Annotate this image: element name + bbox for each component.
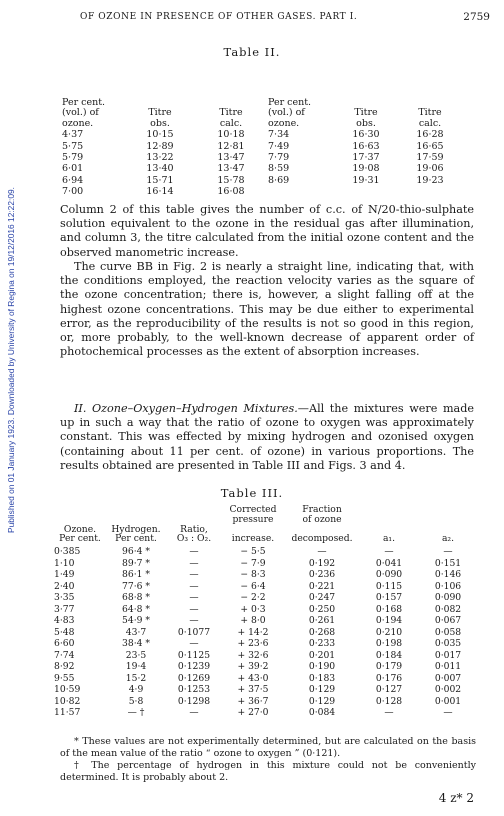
table-cell: — xyxy=(384,546,394,558)
table-cell: 1·10 xyxy=(54,557,75,569)
header-cell: calc. xyxy=(418,117,442,129)
table-cell: 16·65 xyxy=(416,140,444,152)
table-cell: 4·83 xyxy=(54,615,75,627)
table-cell: + 0·3 xyxy=(240,603,266,615)
table-cell: — xyxy=(189,615,199,627)
table-row xyxy=(62,141,462,152)
header-cell xyxy=(166,505,222,515)
table-cell: 0·007 xyxy=(434,672,462,684)
paragraph-2: The curve BB in Fig. 2 is nearly a straight line, indicating that, with the conditions employed, the reaction velocity varies as the square of the ozone concentration; there is, however, a slight falling off at the highest ozone concentrations. This may be due either to experimental error, as the reproducibility of the results is not so good in this region, or, more probably, to the well-known decrease of apparent order of photochemical processes as the extent of absorption increases. xyxy=(60,260,474,359)
table-cell: 13·22 xyxy=(146,152,174,164)
table-cell: 13·47 xyxy=(217,152,245,164)
page-number: 2759 xyxy=(463,11,490,23)
header-cell: Ozone. xyxy=(63,523,97,535)
section-heading: II. Ozone–Oxygen–Hydrogen Mixtures. xyxy=(74,402,298,415)
table-cell: 0·151 xyxy=(434,557,462,569)
table-cell: 0·002 xyxy=(434,684,462,696)
table-cell: 9·55 xyxy=(54,672,75,684)
table-cell: − 8·3 xyxy=(240,569,266,581)
table-cell: 0·067 xyxy=(434,615,462,627)
table-cell: 0·084 xyxy=(308,707,336,719)
header-cell: Per cent. xyxy=(62,97,106,108)
table-cell: 15·2 xyxy=(125,672,147,684)
table-row xyxy=(54,558,478,570)
header-cell: ozone. xyxy=(62,117,94,129)
table-cell: 77·6 * xyxy=(122,580,150,592)
table-cell: — xyxy=(189,546,199,558)
table-cell: 0·001 xyxy=(434,695,462,707)
table-cell: 10·18 xyxy=(217,129,245,141)
table-cell: + 14·2 xyxy=(237,626,269,638)
table-cell: — xyxy=(189,569,199,581)
header-cell: a₂. xyxy=(441,533,455,545)
table-cell: — xyxy=(189,592,199,604)
header-cell: pressure xyxy=(232,513,274,525)
running-head xyxy=(80,12,490,26)
table-cell: 13·40 xyxy=(146,163,174,175)
table-cell: 0·168 xyxy=(375,603,403,615)
table-cell: 0·1269 xyxy=(177,672,211,684)
table-cell: + 43·0 xyxy=(237,672,269,684)
table-cell: 0·041 xyxy=(375,557,403,569)
table-cell: 15·71 xyxy=(146,174,174,186)
table-cell: — xyxy=(189,557,199,569)
header-cell xyxy=(418,505,478,515)
table-cell: 6·94 xyxy=(62,174,84,186)
table-cell: 0·1253 xyxy=(177,684,211,696)
header-cell: Per cent. xyxy=(59,533,101,545)
header-cell xyxy=(106,505,166,515)
table-cell: 0·194 xyxy=(375,615,403,627)
header-cell xyxy=(54,505,106,515)
table-cell: — xyxy=(384,707,394,719)
header-row xyxy=(62,108,462,118)
table-cell: 19·08 xyxy=(352,163,380,175)
header-cell: of ozone xyxy=(302,513,342,525)
table-row xyxy=(54,604,478,616)
table-row xyxy=(62,129,462,140)
header-cell: decomposed. xyxy=(291,533,353,545)
table2-title: Table II. xyxy=(223,45,281,59)
table-cell: 0·115 xyxy=(375,580,403,592)
table-cell: 89·7 * xyxy=(122,557,150,569)
header-cell: Hydrogen. xyxy=(111,523,161,535)
header-row xyxy=(62,98,462,108)
table-cell: 0·058 xyxy=(434,626,462,638)
table-cell: 68·8 * xyxy=(122,592,150,604)
table-cell: 8·92 xyxy=(54,661,75,673)
header-cell: Fraction xyxy=(302,504,342,515)
footnote-1: * These values are not experimentally determined, but are calculated on the basis of the mean value of the ratio “ ozone to oxygen ” (0·121). xyxy=(60,736,476,759)
table-cell: 7·00 xyxy=(62,186,84,198)
table-cell: 43·7 xyxy=(125,626,147,638)
table-row xyxy=(54,696,478,708)
table-cell: + 37·5 xyxy=(237,684,269,696)
header-cell: Per cent. xyxy=(268,97,312,108)
header-cell: Titre xyxy=(148,107,172,119)
table-cell: 0·192 xyxy=(308,557,336,569)
signature-mark: 4 z* 2 xyxy=(438,791,474,805)
header-row xyxy=(62,119,462,129)
table-cell: + 36·7 xyxy=(237,695,269,707)
table-row xyxy=(62,163,462,174)
table-cell: 0·090 xyxy=(434,592,462,604)
table-cell: 0·198 xyxy=(375,638,403,650)
table-cell: + 8·0 xyxy=(240,615,266,627)
table-cell: 17·37 xyxy=(352,152,380,164)
table-cell: 7·74 xyxy=(54,649,75,661)
table-cell: 1·49 xyxy=(54,569,75,581)
table-cell: — xyxy=(189,707,199,719)
table-cell: 7·49 xyxy=(268,140,290,152)
download-notice: Published on 01 January 1923. Downloaded by University of Regina on 19/12/2016 12:22:09. xyxy=(6,187,16,533)
table-cell: 0·385 xyxy=(54,546,81,558)
table-cell: − 2·2 xyxy=(240,592,266,604)
table-cell: 0·201 xyxy=(308,649,336,661)
table-cell: 19·4 xyxy=(125,661,147,673)
table-cell: 10·82 xyxy=(54,695,81,707)
table3 xyxy=(54,505,478,719)
table-cell: 0·190 xyxy=(308,661,336,673)
header-row xyxy=(54,534,478,546)
table-cell: 11·57 xyxy=(54,707,81,719)
table-cell: 10·15 xyxy=(146,129,174,141)
table-cell: 0·1298 xyxy=(177,695,211,707)
table-cell: 10·59 xyxy=(54,684,81,696)
table-cell xyxy=(398,186,462,197)
header-cell: (vol.) of xyxy=(62,107,99,119)
header-cell xyxy=(360,515,418,525)
paragraph-3: II. Ozone–Oxygen–Hydrogen Mixtures.—All the mixtures were made up in such a way that the ratio of ozone to oxygen was approximately constant. This was effected by mixing hydrogen and ozonised oxygen (containing about 11 per cent. of ozone) in various proportions. The results obtained are presented in Table III and Figs. 3 and 4. xyxy=(60,402,475,472)
table-row xyxy=(62,186,462,197)
table-cell: 0·221 xyxy=(308,580,336,592)
footnote-2: † The percentage of hydrogen in this mixture could not be conveniently determined. It is probably about 2. xyxy=(60,760,476,783)
table-cell: 86·1 * xyxy=(122,569,150,581)
table-cell: 5·79 xyxy=(62,152,84,164)
table-cell: 15·78 xyxy=(217,174,245,186)
table-row xyxy=(54,581,478,593)
header-cell: Titre xyxy=(418,107,442,119)
table-row xyxy=(54,661,478,673)
table-cell: 0·1077 xyxy=(177,626,211,638)
table-cell: 7·79 xyxy=(268,152,290,164)
table-cell: 3·77 xyxy=(54,603,75,615)
header-cell: Titre xyxy=(354,107,378,119)
table-cell: + 32·6 xyxy=(237,649,269,661)
table-cell: 6·60 xyxy=(54,638,75,650)
table-cell: 0·129 xyxy=(308,695,336,707)
table-cell: 6·01 xyxy=(62,163,84,175)
table-cell: 0·183 xyxy=(308,672,336,684)
table-cell: 54·9 * xyxy=(122,615,150,627)
table-row xyxy=(54,627,478,639)
table-cell: 0·233 xyxy=(308,638,336,650)
table-cell: 0·247 xyxy=(308,592,336,604)
table-cell: 0·210 xyxy=(375,626,403,638)
table-cell: 0·011 xyxy=(434,661,462,673)
header-cell: Per cent. xyxy=(115,533,157,545)
table-row xyxy=(54,546,478,558)
paragraph-1: Column 2 of this table gives the number of c.c. of N/20-thio-sulphate solution equivalent to the ozone in the residual gas after illumination, and column 3, the titre calculated from the initial ozone content and the observed manometric increase. xyxy=(60,203,474,259)
header-cell: a₁. xyxy=(382,533,396,545)
header-cell: Ratio, xyxy=(180,523,208,535)
running-head-title: OF OZONE IN PRESENCE OF OTHER GASES. PART I. xyxy=(80,12,358,22)
table-cell: — xyxy=(443,546,453,558)
table-cell: 4·9 xyxy=(128,684,144,696)
table-cell: 5·8 xyxy=(128,695,144,707)
table-row xyxy=(62,152,462,163)
table-row xyxy=(54,673,478,685)
table-cell: 0·082 xyxy=(434,603,462,615)
header-cell: Corrected xyxy=(229,504,277,515)
table-cell xyxy=(334,186,398,197)
table-cell: − 6·4 xyxy=(240,580,266,592)
table-cell: 3·35 xyxy=(54,592,75,604)
table-cell: 4·37 xyxy=(62,129,84,141)
table-cell: 0·176 xyxy=(375,672,403,684)
table-cell: 0·1125 xyxy=(177,649,211,661)
table-row xyxy=(54,638,478,650)
table-cell: 0·090 xyxy=(375,569,403,581)
table-cell: 0·268 xyxy=(308,626,336,638)
table-cell: — xyxy=(189,603,199,615)
table-cell: 16·14 xyxy=(146,186,174,198)
table-cell: 0·261 xyxy=(308,615,336,627)
table-cell: 0·129 xyxy=(308,684,336,696)
table-cell: − 7·9 xyxy=(240,557,266,569)
table-cell: 16·63 xyxy=(352,140,380,152)
table-cell: 0·157 xyxy=(375,592,403,604)
header-cell xyxy=(418,515,478,525)
table-cell: 19·31 xyxy=(352,174,380,186)
table-cell: 0·017 xyxy=(434,649,462,661)
table-cell: 16·28 xyxy=(416,129,444,141)
table-cell: 0·179 xyxy=(375,661,403,673)
table-cell: 7·34 xyxy=(268,129,290,141)
table-cell xyxy=(268,186,334,197)
table2 xyxy=(62,98,462,198)
header-cell: increase. xyxy=(231,533,275,545)
table-cell: — xyxy=(317,546,327,558)
table-cell: − 5·5 xyxy=(240,546,266,558)
table-cell: 0·236 xyxy=(308,569,336,581)
table-cell: 16·30 xyxy=(352,129,380,141)
table-cell: — xyxy=(443,707,453,719)
table-cell: 19·06 xyxy=(416,163,444,175)
table-cell: 8·69 xyxy=(268,174,290,186)
table-cell: 0·128 xyxy=(375,695,403,707)
table-cell: + 23·6 xyxy=(237,638,269,650)
table-cell: + 27·0 xyxy=(237,707,269,719)
header-cell: Titre xyxy=(219,107,243,119)
table-row xyxy=(54,684,478,696)
table-cell: 0·035 xyxy=(434,638,462,650)
table-row xyxy=(54,650,478,662)
table-cell: 38·4 * xyxy=(122,638,150,650)
table-cell: 19·23 xyxy=(416,174,444,186)
table-cell: — xyxy=(189,638,199,650)
table-cell: — † xyxy=(127,707,145,719)
table-cell: 13·47 xyxy=(217,163,245,175)
table-cell: 12·89 xyxy=(146,140,174,152)
table-cell: 17·59 xyxy=(416,152,444,164)
table-cell: 5·48 xyxy=(54,626,75,638)
header-cell: (vol.) of xyxy=(268,107,305,119)
header-cell: O₃ : O₂. xyxy=(176,533,212,545)
table-cell: 0·184 xyxy=(375,649,403,661)
table-cell: 8·59 xyxy=(268,163,290,175)
table-cell: 0·146 xyxy=(434,569,462,581)
table-cell: — xyxy=(189,580,199,592)
header-cell: calc. xyxy=(219,117,243,129)
header-cell: obs. xyxy=(150,117,170,129)
table-cell: 0·250 xyxy=(308,603,336,615)
table-cell: 0·127 xyxy=(375,684,403,696)
table-cell: 64·8 * xyxy=(122,603,150,615)
table-cell: 5·75 xyxy=(62,140,84,152)
table-row xyxy=(62,175,462,186)
table-cell: 96·4 * xyxy=(122,546,150,558)
table-row xyxy=(54,592,478,604)
table-row xyxy=(54,569,478,581)
header-cell: obs. xyxy=(356,117,376,129)
table-cell: 12·81 xyxy=(217,140,245,152)
table-cell: 23·5 xyxy=(125,649,147,661)
table-row xyxy=(54,615,478,627)
table-row xyxy=(54,707,478,719)
table-cell: 2·40 xyxy=(54,580,75,592)
table-cell: 0·106 xyxy=(434,580,462,592)
table-cell: + 39·2 xyxy=(237,661,269,673)
header-cell xyxy=(360,505,418,515)
table-cell: 0·1239 xyxy=(177,661,211,673)
table3-title: Table III. xyxy=(220,486,284,500)
table-cell: 16·08 xyxy=(217,186,245,198)
header-cell: ozone. xyxy=(268,117,300,129)
